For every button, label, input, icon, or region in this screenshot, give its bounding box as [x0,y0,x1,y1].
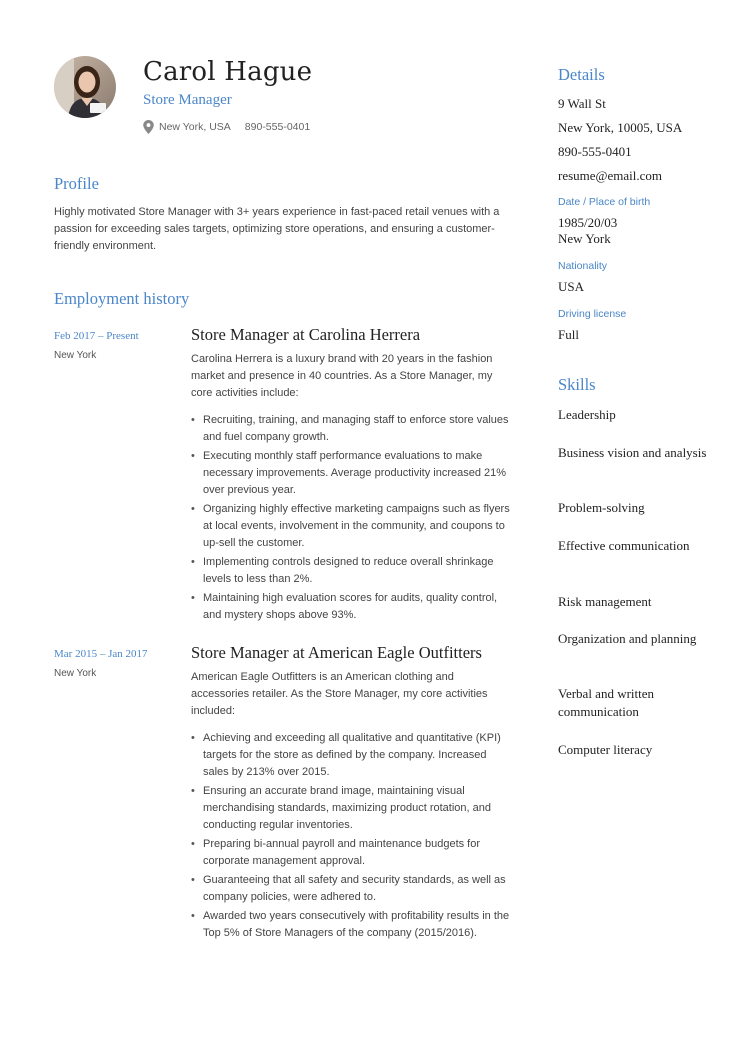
nationality-label: Nationality [558,260,608,272]
job-2-title: Store Manager at American Eagle Outfitters [191,643,482,662]
address-line-1: 9 Wall St [558,96,606,111]
list-item: • Achieving and exceeding all qualitative and quantitative (KPI) targets for the store as defined by the company. Increased sales by 213% over 2015. [191,730,511,781]
skill-item: Computer literacy [558,742,653,757]
profile-heading: Profile [54,174,99,193]
details-email: resume@email.com [558,168,663,183]
list-item: • Executing monthly staff performance evaluations to make necessary improvements. Average productivity increased 21% over previous year. [191,448,511,499]
job-1-title: Store Manager at Carolina Herrera [191,325,421,344]
license-label: Driving license [558,308,627,320]
list-item: • Maintaining high evaluation scores for audits, quality control, and mystery shops above 93%. [191,590,511,624]
skill-item: Problem-solving [558,500,645,515]
dob-place: New York [558,231,611,246]
list-item: • Guaranteeing that all safety and security standards, as well as company policies, were adhered to. [191,872,511,906]
candidate-name: Carol Hague [143,57,313,87]
job-1-description: Carolina Herrera is a luxury brand with 20 years in the fashion market and presence in 40 countries. As a Store Manager, my core activities include: [191,353,493,399]
phone-text: 890-555-0401 [244,121,311,133]
skill-item: Organization and planning [558,631,697,646]
employment-heading: Employment history [54,289,190,308]
job-1-bullets [191,412,511,626]
address-line-2: New York, 10005, USA [558,120,683,135]
details-heading: Details [558,65,605,84]
list-item: • Recruiting, training, and managing staff to enforce store values and fuel company growth. [191,412,511,446]
job-2-dates: Mar 2015 – Jan 2017 [54,648,148,660]
candidate-title: Store Manager [143,92,232,108]
skills-heading: Skills [558,375,596,394]
skill-item: Effective communication [558,538,690,553]
dob-label: Date / Place of birth [558,196,651,208]
profile-text: Highly motivated Store Manager with 3+ years experience in fast-paced retail venues with a passion for exceeding sales targets, optimizing store operations, and ensuring a customer-friendly environment. [54,206,500,252]
job-1-city: New York [54,350,97,361]
details-phone: 890-555-0401 [558,144,632,159]
job-2-city: New York [54,668,97,679]
job-1-dates: Feb 2017 – Present [54,330,139,342]
license-value: Full [558,327,579,342]
list-item: • Organizing highly effective marketing campaigns such as flyers at local events, involvement in the community, and coupons to up-sell the customer. [191,501,511,552]
nationality-value: USA [558,279,585,294]
list-item: • Implementing controls designed to reduce overall shrinkage levels to less than 2%. [191,554,511,588]
contact-line [143,120,310,134]
avatar [54,56,116,118]
list-item: • Preparing bi-annual payroll and maintenance budgets for corporate management approval. [191,836,511,870]
job-2-bullets [191,730,511,944]
dob-date: 1985/20/03 [558,215,618,230]
skill-item: Risk management [558,594,652,609]
location-text: New York, USA [159,121,231,133]
skill-item: Leadership [558,407,616,422]
skill-item: Business vision and analysis [558,445,707,460]
location-pin-icon [143,120,154,134]
job-2-description: American Eagle Outfitters is an American clothing and accessories retailer. As the Store Manager, my core activities included: [191,671,488,717]
list-item: • Ensuring an accurate brand image, maintaining visual merchandising standards, maximizing product rotation, and conducting regular inventories. [191,783,511,834]
list-item: • Awarded two years consecutively with profitability results in the Top 5% of Store Managers of the company (2015/2016). [191,908,511,942]
skill-item: Verbal and written communication [558,686,655,719]
